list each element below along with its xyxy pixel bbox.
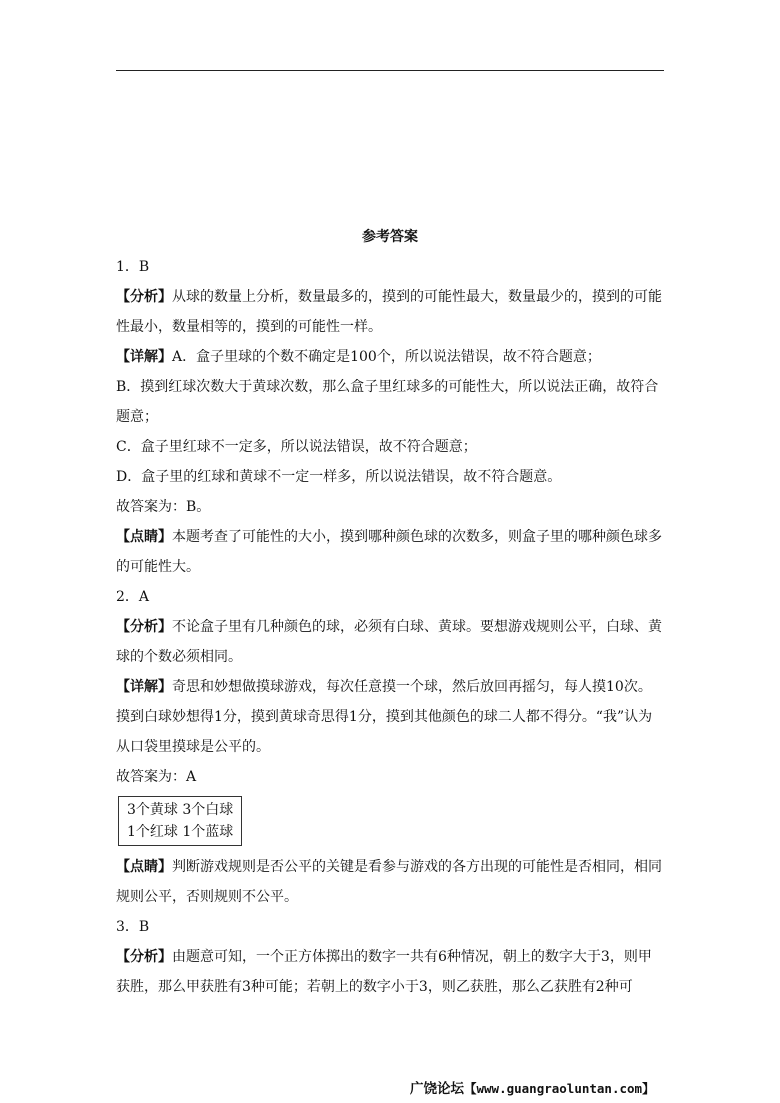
footer-site-name: 广饶论坛 <box>410 1081 464 1097</box>
q2-box-line2: 1个红球 1个蓝球 <box>127 824 234 840</box>
q2-analysis-tag: 【分析】 <box>116 619 172 635</box>
q2-answer-box <box>118 796 242 846</box>
document-body <box>116 222 664 1002</box>
q2-detail-text: 奇思和妙想做摸球游戏，每次任意摸一个球，然后放回再摇匀，每人摸10次。摸到白球妙想得1分，摸到黄球奇思得1分，摸到其他颜色的球二人都不得分。“我”认为从口袋里摸球是公平的。 <box>116 679 653 755</box>
q3-analysis-tag: 【分析】 <box>116 949 172 965</box>
q1-detail-d: D．盒子里的红球和黄球不一定一样多，所以说法错误，故不符合题意。 <box>116 469 562 485</box>
q1-comment-text: 本题考查了可能性的大小，摸到哪种颜色球的次数多，则盒子里的哪种颜色球多的可能性大。 <box>116 529 662 575</box>
q1-detail-tag: 【详解】 <box>116 349 172 365</box>
q2-comment <box>116 852 664 912</box>
footer-site-url[interactable]: 【www.guangraoluntan.com】 <box>464 1081 655 1096</box>
q3-number: 3．B <box>116 919 150 935</box>
q2-comment-text: 判断游戏规则是否公平的关键是看参与游戏的各方出现的可能性是否相同，相同规则公平，否则规则不公平。 <box>116 859 662 905</box>
q1-detail-b: B．摸到红球次数大于黄球次数，那么盒子里红球多的可能性大，所以说法正确，故符合题意； <box>116 379 659 425</box>
q1-comment-tag: 【点睛】 <box>116 529 172 545</box>
q1-detail-a: A．盒子里球的个数不确定是100个，所以说法错误，故不符合题意； <box>172 349 601 365</box>
q2-number: 2．A <box>116 589 150 605</box>
q1-detail-c: C．盒子里红球不一定多，所以说法错误，故不符合题意； <box>116 439 477 455</box>
q3-analysis-text: 由题意可知，一个正方体掷出的数字一共有6种情况，朝上的数字大于3，则甲获胜，那么甲获胜有3种可能；若朝上的数字小于3，则乙获胜，那么乙获胜有2种可 <box>116 949 652 995</box>
q1-comment <box>116 522 664 582</box>
page-footer <box>410 1077 670 1097</box>
q1-answer: 故答案为：B。 <box>116 499 211 515</box>
q2-answer: 故答案为：A <box>116 769 197 785</box>
header-rule <box>116 70 664 71</box>
q2-analysis <box>116 612 664 672</box>
page-title: 参考答案 <box>362 229 418 245</box>
q2-detail-tag: 【详解】 <box>116 679 172 695</box>
q1-analysis-text: 从球的数量上分析，数量最多的，摸到的可能性最大，数量最少的，摸到的可能性最小，数量相等的，摸到的可能性一样。 <box>116 289 662 335</box>
q3-analysis <box>116 942 664 1002</box>
q2-box-line1: 3个黄球 3个白球 <box>127 802 234 818</box>
q1-number: 1．B <box>116 259 150 275</box>
q2-comment-tag: 【点睛】 <box>116 859 172 875</box>
q2-analysis-text: 不论盒子里有几种颜色的球，必须有白球、黄球。要想游戏规则公平，白球、黄球的个数必须相同。 <box>116 619 662 665</box>
q1-analysis-tag: 【分析】 <box>116 289 172 305</box>
q2-detail <box>116 672 664 762</box>
q1-analysis <box>116 282 664 342</box>
q1-detail <box>116 342 664 372</box>
